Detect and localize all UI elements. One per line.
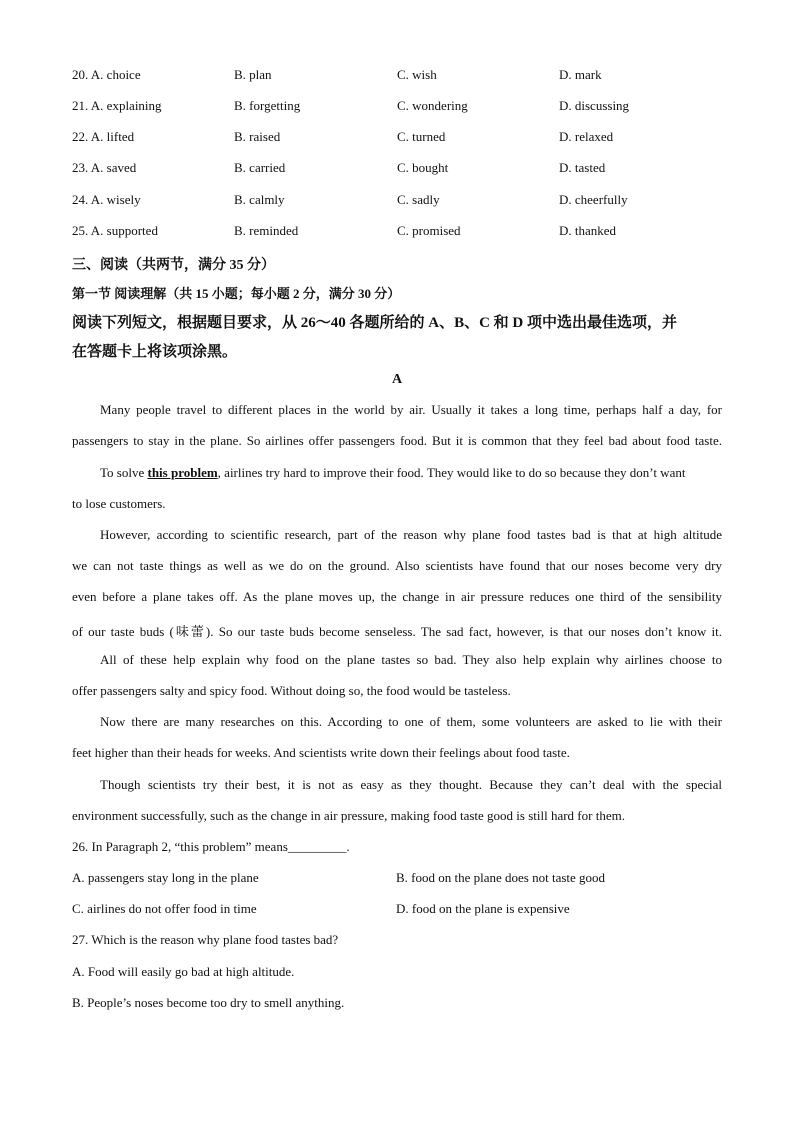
passage-line: However, according to scientific research, part of the reason why plane food tastes bad is that at high altitude <box>100 527 722 542</box>
passage-line: All of these help explain why food on the plane tastes so bad. They also help explain why airlines choose to <box>100 652 722 667</box>
underlined-phrase: this problem <box>147 465 218 480</box>
section-subtitle: 第一节 阅读理解（共 15 小题；每小题 2 分，满分 30 分） <box>72 286 401 301</box>
passage-line: we can not taste things as well as we do on the ground. Also scientists have found that our noses become very dry <box>72 558 722 573</box>
instruction-line-2: 在答题卡上将该项涂黑。 <box>72 344 238 360</box>
option-c: C. bought <box>397 160 449 175</box>
option-b: B. forgetting <box>234 98 301 113</box>
option-c: C. wish <box>397 67 437 82</box>
passage-line: passengers to stay in the plane. So airlines offer passengers food. But it is common that they feel bad about food taste. <box>72 433 722 448</box>
option-b: B. plan <box>234 67 272 82</box>
question-26-option-b: B. food on the plane does not taste good <box>396 870 606 885</box>
passage-line: to lose customers. <box>72 496 166 511</box>
option-d: D. tasted <box>559 160 606 175</box>
section-title: 三、阅读（共两节，满分 35 分） <box>72 258 275 273</box>
passage-line: environment successfully, such as the change in air pressure, making food taste good is still hard for them. <box>72 808 625 823</box>
passage-line: feet higher than their heads for weeks. And scientists write down their feelings about food taste. <box>72 745 570 760</box>
option-a: 20. A. choice <box>72 67 141 82</box>
passage-line-with-underline <box>100 465 722 485</box>
option-c: C. wondering <box>397 98 468 113</box>
passage-line: of our taste buds (味蕾). So our taste buds become senseless. The sad fact, however, is that our noses don’t know it. <box>72 624 722 639</box>
question-27: 27. Which is the reason why plane food tastes bad? <box>72 932 339 947</box>
option-b: B. calmly <box>234 192 285 207</box>
passage-label: A <box>391 372 403 387</box>
option-d: D. cheerfully <box>559 192 628 207</box>
passage-text: To solve <box>100 465 148 480</box>
option-row-24 <box>72 192 732 212</box>
passage-line: Many people travel to different places in the world by air. Usually it takes a long time, perhaps half a day, for <box>100 402 722 417</box>
option-row-25 <box>72 223 732 243</box>
option-d: D. relaxed <box>559 129 614 144</box>
question-27-option-b: B. People’s noses become too dry to smell anything. <box>72 995 345 1010</box>
option-row-20 <box>72 67 732 87</box>
option-a: 24. A. wisely <box>72 192 141 207</box>
option-c: C. promised <box>397 223 461 238</box>
option-a: 22. A. lifted <box>72 129 135 144</box>
option-d: D. discussing <box>559 98 630 113</box>
option-row-21 <box>72 98 732 118</box>
passage-line: Now there are many researches on this. According to one of them, some volunteers are asked to lie with their <box>100 714 722 729</box>
option-row-22 <box>72 129 732 149</box>
option-row-23 <box>72 160 732 180</box>
option-a: 23. A. saved <box>72 160 137 175</box>
passage-line: Though scientists try their best, it is not as easy as they thought. Because they can’t deal with the special <box>100 777 722 792</box>
instruction-line-1: 阅读下列短文，根据题目要求，从 26～40 各题所给的 A、B、C 和 D 项中选出最佳选项，并 <box>72 315 678 331</box>
question-26-option-c: C. airlines do not offer food in time <box>72 901 257 916</box>
question-26-option-d: D. food on the plane is expensive <box>396 901 570 916</box>
option-a: 21. A. explaining <box>72 98 162 113</box>
question-26: 26. In Paragraph 2, “this problem” means_________. <box>72 839 350 854</box>
option-c: C. turned <box>397 129 446 144</box>
passage-line: even before a plane takes off. As the plane moves up, the change in air pressure reduces one third of the sensibility <box>72 589 722 604</box>
option-d: D. mark <box>559 67 602 82</box>
option-b: B. reminded <box>234 223 299 238</box>
question-26-option-a: A. passengers stay long in the plane <box>72 870 259 885</box>
option-d: D. thanked <box>559 223 617 238</box>
passage-line: offer passengers salty and spicy food. Without doing so, the food would be tasteless. <box>72 683 511 698</box>
option-b: B. raised <box>234 129 281 144</box>
option-a: 25. A. supported <box>72 223 158 238</box>
question-27-option-a: A. Food will easily go bad at high altitude. <box>72 964 295 979</box>
option-b: B. carried <box>234 160 286 175</box>
option-c: C. sadly <box>397 192 440 207</box>
passage-text: , airlines try hard to improve their food. They would like to do so because they don’t want <box>217 465 686 480</box>
